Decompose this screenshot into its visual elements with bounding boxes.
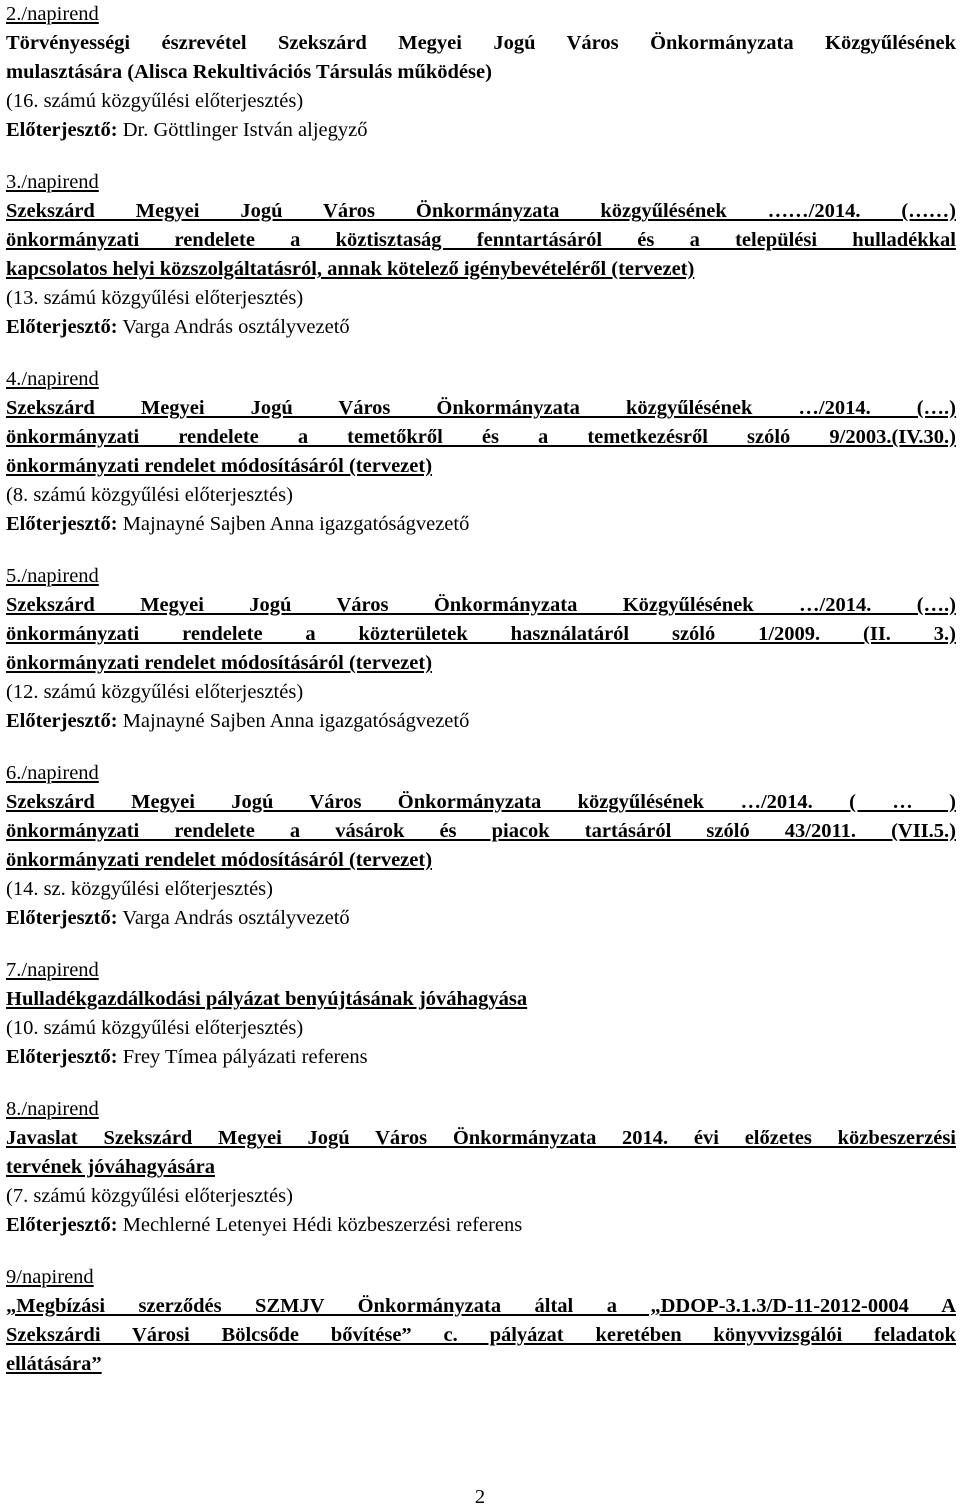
document-page <box>6 0 956 1402</box>
agenda-title-line: ellátására” <box>6 1353 102 1375</box>
agenda-title-line: önkormányzati rendelet módosításáról (tervezet) <box>6 849 433 871</box>
agenda-presenter <box>6 116 956 145</box>
presenter-label: Előterjesztő: <box>6 1214 118 1236</box>
agenda-presenter <box>6 1043 956 1072</box>
agenda-title-line: önkormányzati rendelete a köztisztaság fenntartásáról és a települési hulladékkal <box>6 229 956 251</box>
agenda-item-7 <box>6 956 956 1072</box>
agenda-heading: 5./napirend <box>6 565 99 587</box>
agenda-reference: (8. számú közgyűlési előterjesztés) <box>6 484 293 506</box>
agenda-item-9 <box>6 1263 956 1379</box>
agenda-title-line: Szekszárd Megyei Jogú Város Önkormányzata közgyűlésének ……/2014. (……) <box>6 200 956 222</box>
agenda-heading: 7./napirend <box>6 959 99 981</box>
agenda-title-line: Szekszárd Megyei Jogú Város Önkormányzata közgyűlésének …/2014. ( … ) <box>6 791 956 813</box>
presenter-label: Előterjesztő: <box>6 316 118 338</box>
agenda-heading: 6./napirend <box>6 762 99 784</box>
agenda-presenter <box>6 904 956 933</box>
agenda-heading: 4./napirend <box>6 368 99 390</box>
agenda-title-line: „Megbízási szerződés SZMJV Önkormányzata által a „DDOP-3.1.3/D-11-2012-0004 A <box>6 1295 956 1317</box>
agenda-title-line: tervének jóváhagyására <box>6 1156 215 1178</box>
page-number: 2 <box>474 1486 486 1508</box>
agenda-item-6 <box>6 759 956 933</box>
presenter-label: Előterjesztő: <box>6 119 118 141</box>
agenda-title-line: Szekszárdi Városi Bölcsőde bővítése” c. pályázat keretében könyvvizsgálói feladatok <box>6 1324 956 1346</box>
presenter-label: Előterjesztő: <box>6 513 118 535</box>
agenda-title-line: Törvényességi észrevétel Szekszárd Megyei Jogú Város Önkormányzata Közgyűlésének <box>6 32 956 54</box>
agenda-presenter <box>6 1211 956 1240</box>
presenter-name: Frey Tímea pályázati referens <box>117 1046 368 1068</box>
agenda-title-line: Hulladékgazdálkodási pályázat benyújtásának jóváhagyása <box>6 988 528 1010</box>
agenda-heading: 8./napirend <box>6 1098 99 1120</box>
agenda-title-line: önkormányzati rendelet módosításáról (tervezet) <box>6 455 433 477</box>
agenda-title-line: önkormányzati rendelet módosításáról (tervezet) <box>6 652 433 674</box>
agenda-title-line: mulasztására (Alisca Rekultivációs Társulás működése) <box>6 61 492 83</box>
agenda-item-8 <box>6 1095 956 1240</box>
agenda-title-line: Szekszárd Megyei Jogú Város Önkormányzata Közgyűlésének …/2014. (….) <box>6 594 956 616</box>
agenda-item-2 <box>6 0 956 145</box>
agenda-reference: (13. számú közgyűlési előterjesztés) <box>6 287 304 309</box>
agenda-title-line: önkormányzati rendelete a közterületek használatáról szóló 1/2009. (II. 3.) <box>6 623 956 645</box>
agenda-title-line: Szekszárd Megyei Jogú Város Önkormányzata közgyűlésének …/2014. (….) <box>6 397 956 419</box>
agenda-item-3 <box>6 168 956 342</box>
agenda-title-line: Javaslat Szekszárd Megyei Jogú Város Önkormányzata 2014. évi előzetes közbeszerzési <box>6 1127 956 1149</box>
presenter-label: Előterjesztő: <box>6 1046 118 1068</box>
agenda-title-line: önkormányzati rendelete a vásárok és piacok tartásáról szóló 43/2011. (VII.5.) <box>6 820 956 842</box>
agenda-presenter <box>6 313 956 342</box>
agenda-title-line: kapcsolatos helyi közszolgáltatásról, annak kötelező igénybevételéről (tervezet) <box>6 258 695 280</box>
presenter-name: Varga András osztályvezető <box>117 907 350 929</box>
agenda-item-5 <box>6 562 956 736</box>
agenda-reference: (12. számú közgyűlési előterjesztés) <box>6 681 304 703</box>
agenda-reference: (16. számú közgyűlési előterjesztés) <box>6 90 304 112</box>
agenda-title-line: önkormányzati rendelete a temetőkről és a temetkezésről szóló 9/2003.(IV.30.) <box>6 426 956 448</box>
agenda-reference: (10. számú közgyűlési előterjesztés) <box>6 1017 304 1039</box>
presenter-name: Majnayné Sajben Anna igazgatóságvezető <box>117 710 470 732</box>
agenda-reference: (7. számú közgyűlési előterjesztés) <box>6 1185 293 1207</box>
presenter-name: Dr. Göttlinger István aljegyző <box>117 119 368 141</box>
agenda-presenter <box>6 510 956 539</box>
agenda-presenter <box>6 707 956 736</box>
presenter-name: Mechlerné Letenyei Hédi közbeszerzési referens <box>117 1214 523 1236</box>
presenter-label: Előterjesztő: <box>6 710 118 732</box>
agenda-reference: (14. sz. közgyűlési előterjesztés) <box>6 878 273 900</box>
agenda-item-4 <box>6 365 956 539</box>
agenda-heading: 2./napirend <box>6 3 99 25</box>
presenter-name: Varga András osztályvezető <box>117 316 350 338</box>
presenter-label: Előterjesztő: <box>6 907 118 929</box>
agenda-heading: 3./napirend <box>6 171 99 193</box>
agenda-heading: 9/napirend <box>6 1266 94 1288</box>
presenter-name: Majnayné Sajben Anna igazgatóságvezető <box>117 513 470 535</box>
